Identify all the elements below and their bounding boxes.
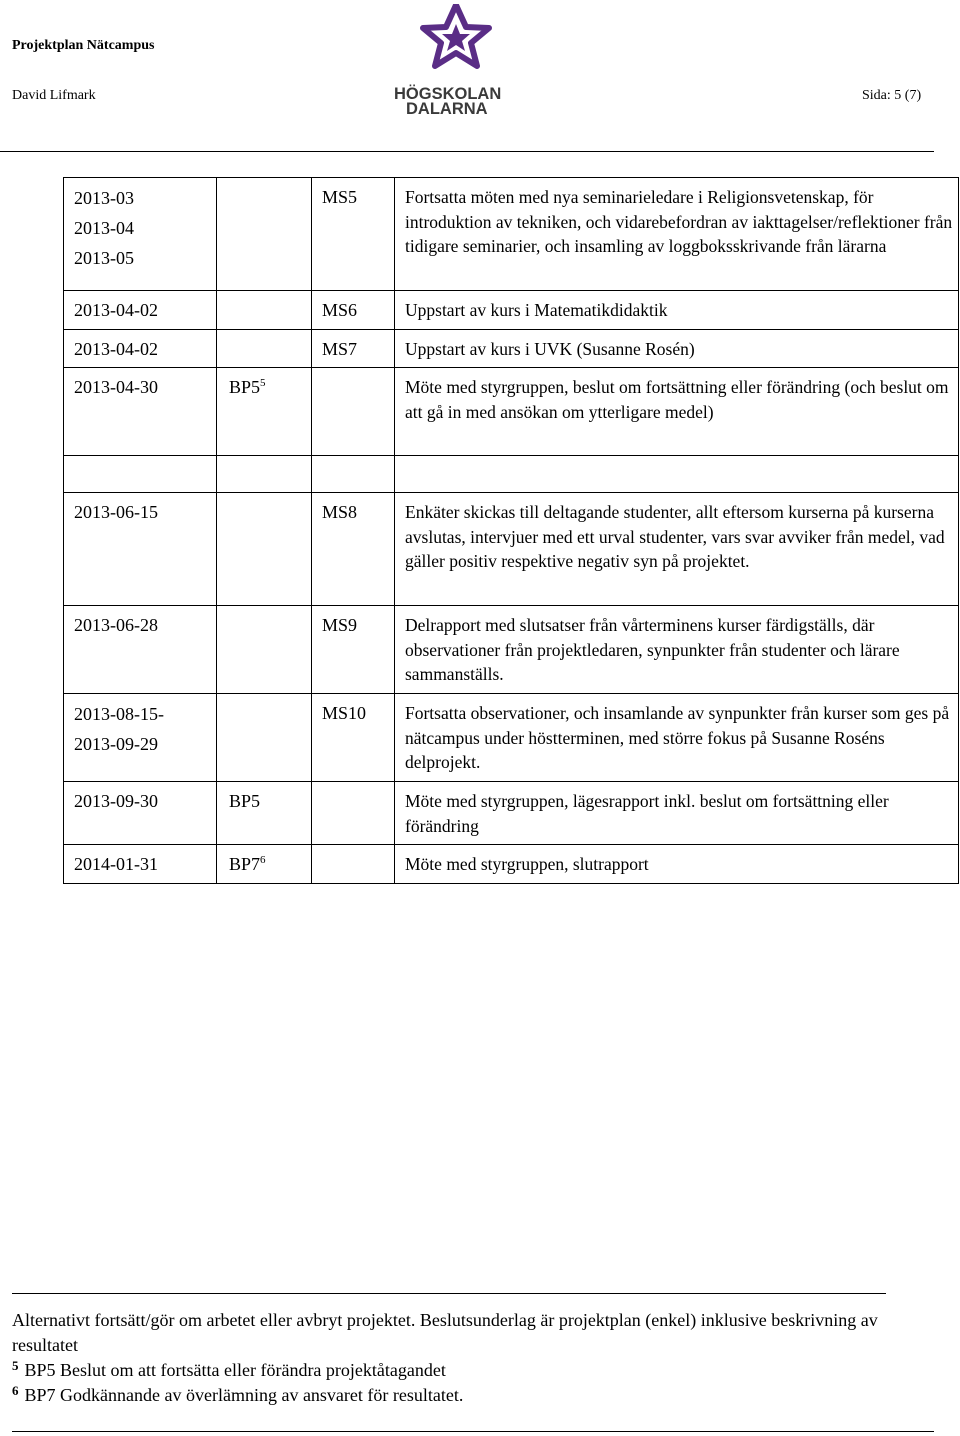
milestone-cell: MS5 [312,178,395,291]
milestone-cell: MS8 [312,493,395,606]
author-name: David Lifmark [12,88,96,103]
table-row [64,694,959,782]
date-cell: 2013-04-02 [64,329,217,368]
footnote-6 [12,1383,912,1408]
milestone-cell [312,845,395,884]
footnote-ref: 6 [260,854,266,866]
description-cell [395,456,959,493]
milestone-cell: MS10 [312,694,395,782]
footnote-number: 6 [12,1383,19,1398]
footnotes [12,1308,912,1408]
date-text: 2013-04 [74,218,134,238]
date-text: 2013-09-29 [74,734,158,754]
milestone-cell [312,368,395,456]
date-text: 2013-03 [74,188,134,208]
decision-point-cell [217,606,312,694]
footnote-text: BP5 Beslut om att fortsätta eller förändra projektåtagandet [24,1360,446,1380]
decision-point-cell [217,845,312,884]
table-row-empty [64,456,959,493]
milestone-cell: MS6 [312,291,395,330]
date-cell [64,178,217,291]
date-cell: 2013-04-30 [64,368,217,456]
footnote-rule [12,1293,886,1294]
table-row [64,606,959,694]
milestone-cell [312,782,395,845]
date-cell: 2013-04-02 [64,291,217,330]
description-cell: Uppstart av kurs i Matematikdidaktik [395,291,959,330]
description-cell: Fortsatta observationer, och insamlande av synpunkter från kurser som ges på nätcampus under höstterminen, med större fokus på Susanne Roséns delprojekt. [395,694,959,782]
footnote-intro: Alternativt fortsätt/gör om arbetet eller avbryt projektet. Beslutsunderlag är projektplan (enkel) inklusive beskrivning av resultatet [12,1310,878,1355]
hogskolan-dalarna-logo [386,4,504,116]
table-row [64,178,959,291]
date-cell [64,456,217,493]
description-cell: Delrapport med slutsatser från vårterminens kurser färdigställs, där observationer från projektledaren, synpunkter från studenter och lärare sammanställs. [395,606,959,694]
table-row [64,493,959,606]
date-cell: 2014-01-31 [64,845,217,884]
footnote-number: 5 [12,1358,19,1373]
milestone-table [63,177,959,884]
decision-point-cell [217,178,312,291]
date-cell [64,694,217,782]
decision-point-cell [217,493,312,606]
description-cell: Möte med styrgruppen, lägesrapport inkl. beslut om fortsättning eller förändring [395,782,959,845]
star-logo-icon [423,5,489,66]
description-cell: Uppstart av kurs i UVK (Susanne Rosén) [395,329,959,368]
table-row [64,368,959,456]
date-cell: 2013-06-15 [64,493,217,606]
milestone-cell [312,456,395,493]
decision-point-cell [217,329,312,368]
decision-point-code: BP7 [229,854,261,874]
decision-point-cell: BP5 [217,782,312,845]
bottom-rule [12,1431,934,1432]
date-cell: 2013-06-28 [64,606,217,694]
description-cell: Möte med styrgruppen, beslut om fortsättning eller förändring (och beslut om att gå in med ansökan om ytterligare medel) [395,368,959,456]
footnote-5 [12,1358,912,1383]
description-cell: Fortsatta möten med nya seminarieledare i Religionsvetenskap, för introduktion av tekniken, och vidarebefordran av iakttagelser/reflektioner från tidigare seminarier, och insamling av loggboksskrivande från lärarna [395,178,959,291]
table-row [64,845,959,884]
header-rule [0,151,934,152]
footnote-ref: 5 [260,377,266,389]
date-text: 2013-08-15- [74,704,164,724]
description-cell: Möte med styrgruppen, slutrapport [395,845,959,884]
date-text: 2013-05 [74,248,134,268]
footnote-text: BP7 Godkännande av överlämning av ansvaret för resultatet. [24,1385,464,1405]
page-number: Sida: 5 (7) [862,88,922,103]
milestone-cell: MS7 [312,329,395,368]
table-row [64,329,959,368]
decision-point-cell [217,456,312,493]
milestone-cell: MS9 [312,606,395,694]
logo-text-line1: HÖGSKOLAN [394,85,502,103]
table-row [64,782,959,845]
document-header-title: Projektplan Nätcampus [12,38,155,53]
decision-point-code: BP5 [229,377,261,397]
description-cell: Enkäter skickas till deltagande studenter, allt eftersom kurserna på kurserna avslutas, intervjuer med ett urval studenter, vars svar avviker från medel, vad gäller positiv respektive negativ syn på projektet. [395,493,959,606]
logo-text-line2: DALARNA [406,100,488,116]
decision-point-cell [217,694,312,782]
decision-point-cell [217,368,312,456]
decision-point-cell [217,291,312,330]
date-cell: 2013-09-30 [64,782,217,845]
table-row [64,291,959,330]
